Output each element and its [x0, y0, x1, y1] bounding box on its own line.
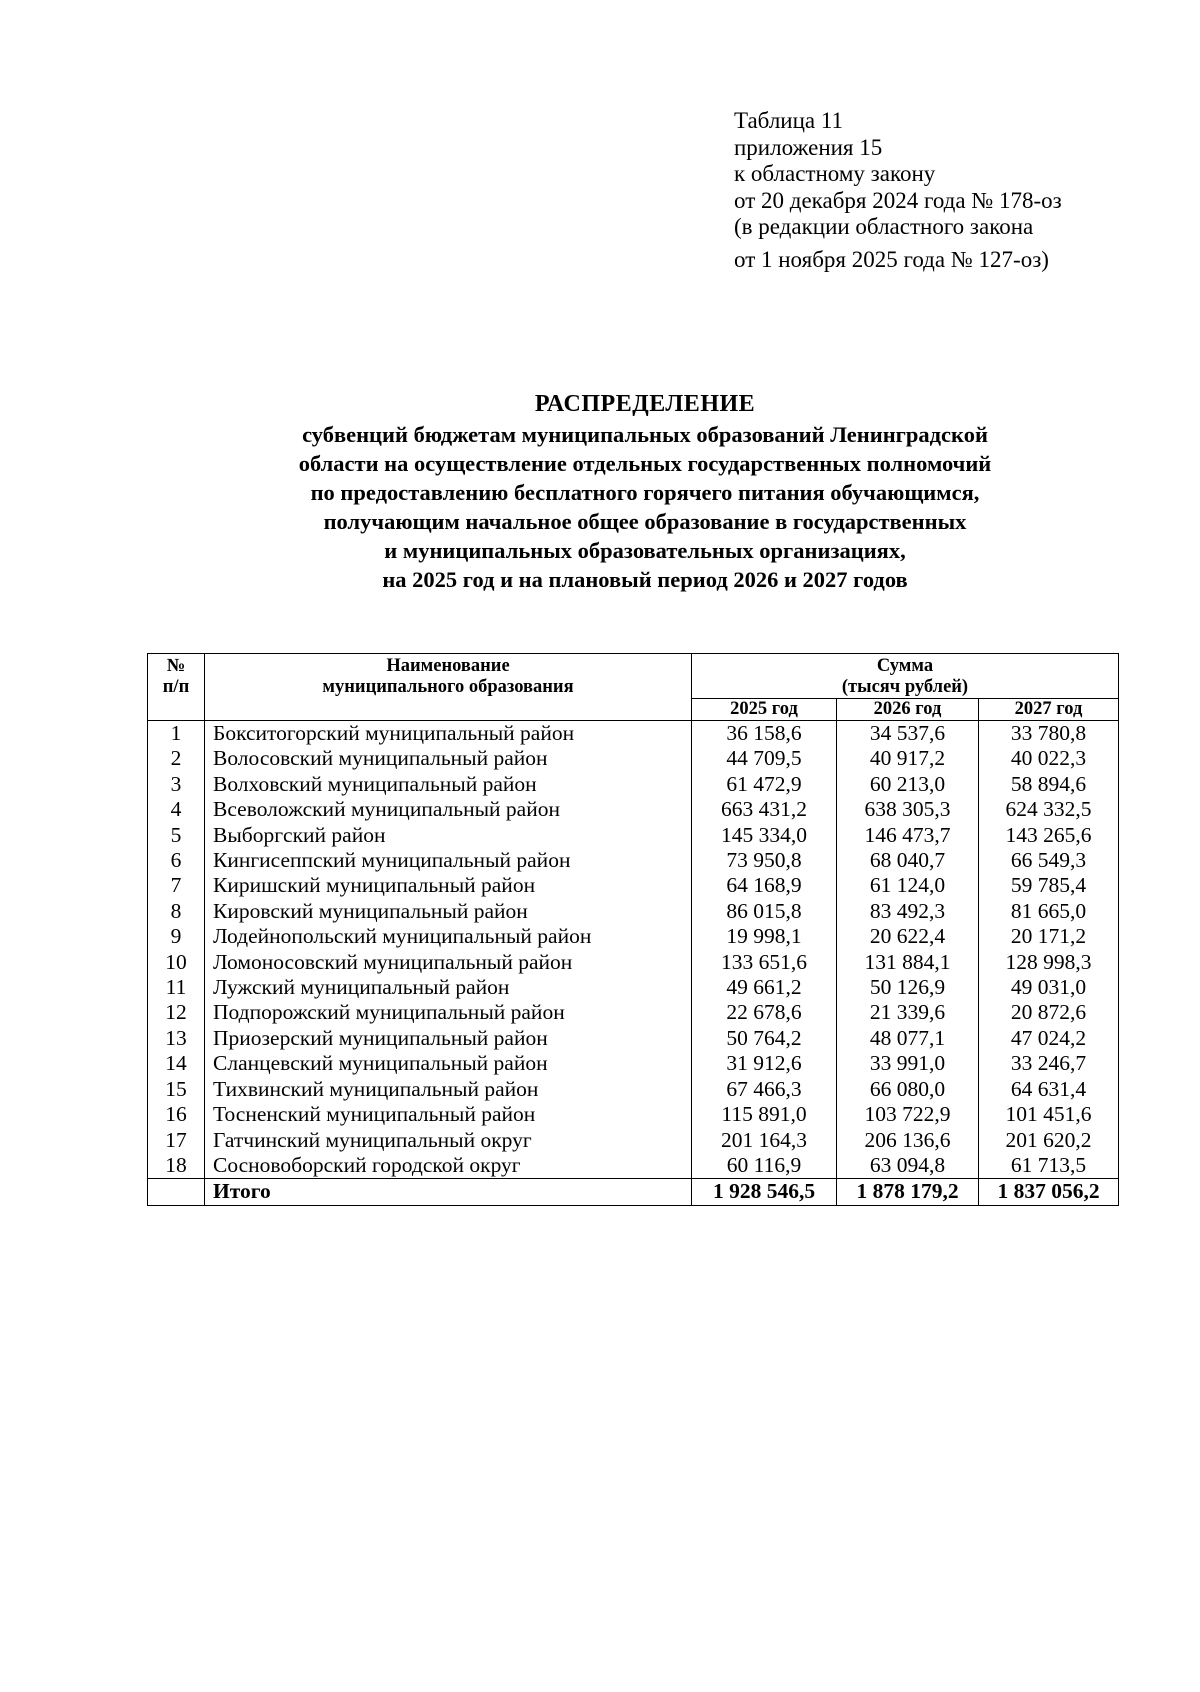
- annex-law-ref: к областному закону: [734, 161, 936, 186]
- row-municipality: Лужский муниципальный район: [205, 975, 692, 1000]
- row-value-2027: 143 265,6: [979, 823, 1119, 848]
- row-value-2025: 36 158,6: [692, 721, 837, 747]
- row-value-2027: 101 451,6: [979, 1102, 1119, 1127]
- table-row: [148, 1153, 1119, 1179]
- row-value-2027: 58 894,6: [979, 772, 1119, 797]
- header-name: [205, 654, 692, 721]
- row-value-2026: 60 213,0: [837, 772, 979, 797]
- row-value-2026: 34 537,6: [837, 721, 979, 747]
- row-number: 14: [148, 1051, 205, 1076]
- row-municipality: Кингисеппский муниципальный район: [205, 848, 692, 873]
- row-value-2025: 115 891,0: [692, 1102, 837, 1127]
- row-municipality: Киришский муниципальный район: [205, 873, 692, 898]
- row-number: 18: [148, 1153, 205, 1179]
- row-municipality: Ломоносовский муниципальный район: [205, 950, 692, 975]
- row-value-2025: 86 015,8: [692, 899, 837, 924]
- header-sum: [692, 654, 1119, 699]
- row-value-2026: 50 126,9: [837, 975, 979, 1000]
- row-value-2026: 63 094,8: [837, 1153, 979, 1179]
- row-municipality: Лодейнопольский муниципальный район: [205, 924, 692, 949]
- row-number: 2: [148, 746, 205, 771]
- row-value-2026: 21 339,6: [837, 1000, 979, 1025]
- row-value-2025: 44 709,5: [692, 746, 837, 771]
- row-value-2027: 64 631,4: [979, 1077, 1119, 1102]
- header-sum-line: Сумма: [876, 656, 934, 676]
- row-municipality: Всеволожский муниципальный район: [205, 797, 692, 822]
- row-value-2026: 66 080,0: [837, 1077, 979, 1102]
- total-value-2025: 1 928 546,5: [692, 1179, 837, 1205]
- row-value-2027: 201 620,2: [979, 1128, 1119, 1153]
- row-value-2027: 61 713,5: [979, 1153, 1119, 1179]
- row-value-2026: 40 917,2: [837, 746, 979, 771]
- table-row: [148, 1128, 1119, 1153]
- row-value-2027: 81 665,0: [979, 899, 1119, 924]
- row-value-2025: 201 164,3: [692, 1128, 837, 1153]
- title-line: на 2025 год и на плановый период 2026 и 2027 годов: [382, 567, 908, 592]
- row-number: 9: [148, 924, 205, 949]
- row-value-2027: 33 780,8: [979, 721, 1119, 747]
- table-row: [148, 721, 1119, 747]
- document-title: [140, 388, 1150, 594]
- row-value-2027: 40 022,3: [979, 746, 1119, 771]
- annex-table-number: Таблица 11: [734, 108, 844, 133]
- row-municipality: Сосновоборский городской округ: [205, 1153, 692, 1179]
- title-line: области на осуществление отдельных государственных полномочий: [298, 451, 992, 476]
- row-value-2026: 103 722,9: [837, 1102, 979, 1127]
- row-value-2026: 131 884,1: [837, 950, 979, 975]
- header-number: [148, 654, 205, 721]
- table-row: [148, 1051, 1119, 1076]
- row-value-2025: 67 466,3: [692, 1077, 837, 1102]
- annex-revision: (в редакции областного закона: [734, 214, 1034, 239]
- row-value-2027: 128 998,3: [979, 950, 1119, 975]
- table-row: [148, 899, 1119, 924]
- row-number: 11: [148, 975, 205, 1000]
- row-value-2026: 48 077,1: [837, 1026, 979, 1051]
- title-line: получающим начальное общее образование в государственных: [323, 509, 967, 534]
- table-row: [148, 873, 1119, 898]
- header-number-line: №: [166, 656, 186, 676]
- header-name-line: Наименование: [386, 656, 510, 676]
- row-number: 6: [148, 848, 205, 873]
- table-row: [148, 1026, 1119, 1051]
- row-value-2025: 22 678,6: [692, 1000, 837, 1025]
- annex-reference: [734, 108, 1062, 273]
- row-number: 16: [148, 1102, 205, 1127]
- row-value-2026: 638 305,3: [837, 797, 979, 822]
- row-value-2025: 19 998,1: [692, 924, 837, 949]
- row-value-2025: 50 764,2: [692, 1026, 837, 1051]
- row-number: 15: [148, 1077, 205, 1102]
- row-value-2026: 146 473,7: [837, 823, 979, 848]
- row-value-2026: 61 124,0: [837, 873, 979, 898]
- row-value-2026: 83 492,3: [837, 899, 979, 924]
- row-number: 10: [148, 950, 205, 975]
- total-label: Итого: [205, 1179, 692, 1205]
- title-heading: РАСПРЕДЕЛЕНИЕ: [534, 391, 756, 417]
- row-municipality: Сланцевский муниципальный район: [205, 1051, 692, 1076]
- row-value-2026: 20 622,4: [837, 924, 979, 949]
- row-number: 4: [148, 797, 205, 822]
- row-value-2026: 206 136,6: [837, 1128, 979, 1153]
- row-municipality: Бокситогорский муниципальный район: [205, 721, 692, 747]
- row-value-2027: 49 031,0: [979, 975, 1119, 1000]
- header-name-line: муниципального образования: [322, 677, 574, 697]
- annex-appendix: приложения 15: [734, 134, 883, 160]
- row-number: 1: [148, 721, 205, 747]
- row-value-2025: 31 912,6: [692, 1051, 837, 1076]
- header-year-2027: 2027 год: [979, 699, 1119, 721]
- row-number: 8: [148, 899, 205, 924]
- row-value-2027: 624 332,5: [979, 797, 1119, 822]
- row-value-2027: 20 872,6: [979, 1000, 1119, 1025]
- annex-law-date: от 20 декабря 2024 года № 178-оз: [734, 187, 1062, 213]
- row-value-2025: 49 661,2: [692, 975, 837, 1000]
- table-row: [148, 746, 1119, 771]
- row-value-2025: 60 116,9: [692, 1153, 837, 1179]
- row-municipality: Тихвинский муниципальный район: [205, 1077, 692, 1102]
- row-value-2027: 66 549,3: [979, 848, 1119, 873]
- table-row: [148, 950, 1119, 975]
- total-row: [148, 1179, 1119, 1205]
- row-value-2027: 33 246,7: [979, 1051, 1119, 1076]
- row-municipality: Гатчинский муниципальный округ: [205, 1128, 692, 1153]
- row-value-2025: 663 431,2: [692, 797, 837, 822]
- header-year-2025: 2025 год: [692, 699, 837, 721]
- total-number-cell: [148, 1179, 205, 1205]
- row-municipality: Приозерский муниципальный район: [205, 1026, 692, 1051]
- table-row: [148, 924, 1119, 949]
- row-value-2025: 73 950,8: [692, 848, 837, 873]
- row-value-2026: 33 991,0: [837, 1051, 979, 1076]
- row-value-2025: 145 334,0: [692, 823, 837, 848]
- table-row: [148, 848, 1119, 873]
- row-value-2025: 64 168,9: [692, 873, 837, 898]
- table-row: [148, 797, 1119, 822]
- subvention-table: [147, 653, 1119, 1206]
- table-row: [148, 1102, 1119, 1127]
- row-number: 12: [148, 1000, 205, 1025]
- total-value-2027: 1 837 056,2: [979, 1179, 1119, 1205]
- header-number-line: п/п: [162, 677, 190, 697]
- row-municipality: Волосовский муниципальный район: [205, 746, 692, 771]
- row-value-2026: 68 040,7: [837, 848, 979, 873]
- row-municipality: Кировский муниципальный район: [205, 899, 692, 924]
- row-municipality: Волховский муниципальный район: [205, 772, 692, 797]
- row-municipality: Тосненский муниципальный район: [205, 1102, 692, 1127]
- row-value-2027: 47 024,2: [979, 1026, 1119, 1051]
- row-value-2027: 20 171,2: [979, 924, 1119, 949]
- total-value-2026: 1 878 179,2: [837, 1179, 979, 1205]
- row-municipality: Подпорожский муниципальный район: [205, 1000, 692, 1025]
- table-row: [148, 1000, 1119, 1025]
- title-line: по предоставлению бесплатного горячего питания обучающимся,: [310, 480, 980, 505]
- header-sum-line: (тысяч рублей): [841, 677, 969, 697]
- header-year-2026: 2026 год: [837, 699, 979, 721]
- row-number: 3: [148, 772, 205, 797]
- table-row: [148, 823, 1119, 848]
- title-line: субвенций бюджетам муниципальных образований Ленинградской: [302, 422, 988, 447]
- row-value-2025: 133 651,6: [692, 950, 837, 975]
- row-value-2025: 61 472,9: [692, 772, 837, 797]
- row-number: 5: [148, 823, 205, 848]
- table-row: [148, 772, 1119, 797]
- title-line: и муниципальных образовательных организациях,: [384, 538, 906, 563]
- table-row: [148, 1077, 1119, 1102]
- row-number: 13: [148, 1026, 205, 1051]
- row-number: 17: [148, 1128, 205, 1153]
- table-row: [148, 975, 1119, 1000]
- row-value-2027: 59 785,4: [979, 873, 1119, 898]
- annex-revision-date: от 1 ноября 2025 года № 127-оз): [734, 246, 1049, 272]
- row-number: 7: [148, 873, 205, 898]
- row-municipality: Выборгский район: [205, 823, 692, 848]
